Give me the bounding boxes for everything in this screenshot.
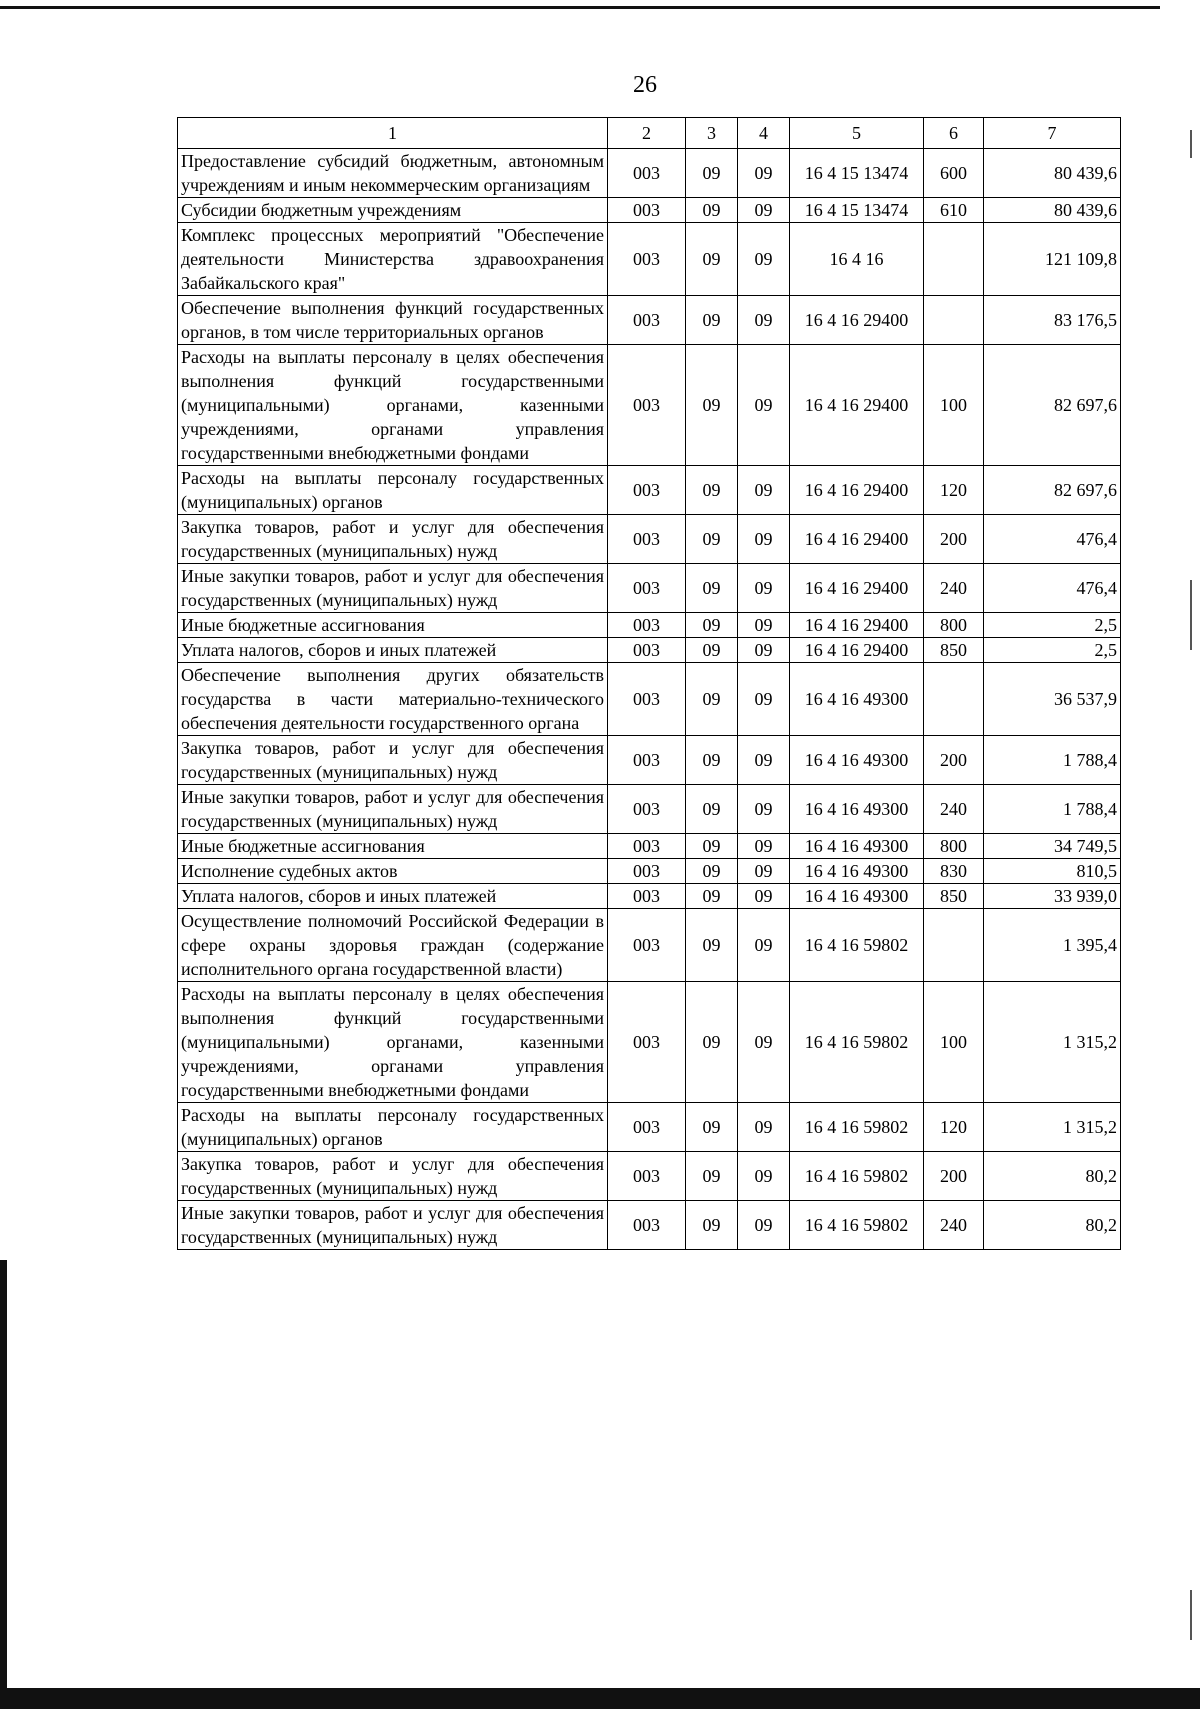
amount-cell: 80,2	[984, 1201, 1121, 1250]
code-2-cell: 003	[608, 785, 686, 834]
code-3-cell: 09	[686, 859, 738, 884]
amount-cell: 80 439,6	[984, 198, 1121, 223]
row-name-cell: Предоставление субсидий бюджетным, автономным учреждениям и иным некоммерческим организациям	[178, 149, 608, 198]
row-name-cell: Обеспечение выполнения других обязательств государства в части материально-технического обеспечения деятельности государственного органа	[178, 663, 608, 736]
code-6-cell	[924, 223, 984, 296]
code-3-cell: 09	[686, 1152, 738, 1201]
row-name-cell: Осуществление полномочий Российской Федерации в сфере охраны здоровья граждан (содержание исполнительного органа государственной власти)	[178, 909, 608, 982]
table-row	[178, 345, 1121, 466]
code-2-cell: 003	[608, 736, 686, 785]
code-4-cell: 09	[738, 834, 790, 859]
code-4-cell: 09	[738, 1152, 790, 1201]
code-6-cell	[924, 663, 984, 736]
row-name-cell: Иные бюджетные ассигнования	[178, 834, 608, 859]
code-6-cell: 830	[924, 859, 984, 884]
amount-cell: 82 697,6	[984, 345, 1121, 466]
code-5-cell: 16 4 16 29400	[790, 564, 924, 613]
row-name-cell: Субсидии бюджетным учреждениям	[178, 198, 608, 223]
amount-cell: 121 109,8	[984, 223, 1121, 296]
code-4-cell: 09	[738, 223, 790, 296]
code-5-cell: 16 4 16 49300	[790, 663, 924, 736]
code-5-cell: 16 4 16 29400	[790, 296, 924, 345]
amount-cell: 80,2	[984, 1152, 1121, 1201]
table-row	[178, 663, 1121, 736]
table-row	[178, 296, 1121, 345]
row-name-cell: Расходы на выплаты персоналу в целях обеспечения выполнения функций государственными (муниципальными) органами, казенными учреждениями, органами управления государственными внебюджетными фондами	[178, 982, 608, 1103]
column-header: 6	[924, 118, 984, 149]
code-6-cell: 800	[924, 834, 984, 859]
code-4-cell: 09	[738, 884, 790, 909]
code-3-cell: 09	[686, 663, 738, 736]
row-name-cell: Иные бюджетные ассигнования	[178, 613, 608, 638]
amount-cell: 80 439,6	[984, 149, 1121, 198]
table-row	[178, 859, 1121, 884]
column-header: 3	[686, 118, 738, 149]
code-6-cell	[924, 909, 984, 982]
code-4-cell: 09	[738, 149, 790, 198]
row-name-cell: Расходы на выплаты персоналу государственных (муниципальных) органов	[178, 466, 608, 515]
table-row	[178, 466, 1121, 515]
code-4-cell: 09	[738, 1103, 790, 1152]
code-3-cell: 09	[686, 909, 738, 982]
code-5-cell: 16 4 16 59802	[790, 1103, 924, 1152]
table-row	[178, 982, 1121, 1103]
code-5-cell: 16 4 16 49300	[790, 785, 924, 834]
scan-margin-mark	[1190, 130, 1192, 158]
row-name-cell: Закупка товаров, работ и услуг для обеспечения государственных (муниципальных) нужд	[178, 736, 608, 785]
scan-margin-mark	[1190, 1590, 1192, 1640]
code-2-cell: 003	[608, 663, 686, 736]
budget-table	[177, 117, 1121, 1250]
row-name-cell: Уплата налогов, сборов и иных платежей	[178, 884, 608, 909]
code-5-cell: 16 4 16 29400	[790, 638, 924, 663]
amount-cell: 1 788,4	[984, 736, 1121, 785]
column-header: 2	[608, 118, 686, 149]
row-name-cell: Закупка товаров, работ и услуг для обеспечения государственных (муниципальных) нужд	[178, 1152, 608, 1201]
amount-cell: 2,5	[984, 638, 1121, 663]
code-5-cell: 16 4 16 49300	[790, 884, 924, 909]
code-3-cell: 09	[686, 345, 738, 466]
code-4-cell: 09	[738, 466, 790, 515]
table-row	[178, 515, 1121, 564]
column-header: 5	[790, 118, 924, 149]
scan-bottom-border	[0, 1688, 1200, 1709]
table-row	[178, 884, 1121, 909]
code-3-cell: 09	[686, 884, 738, 909]
amount-cell: 2,5	[984, 613, 1121, 638]
amount-cell: 34 749,5	[984, 834, 1121, 859]
code-4-cell: 09	[738, 515, 790, 564]
code-2-cell: 003	[608, 198, 686, 223]
code-2-cell: 003	[608, 613, 686, 638]
code-6-cell: 240	[924, 564, 984, 613]
code-5-cell: 16 4 16 29400	[790, 515, 924, 564]
code-3-cell: 09	[686, 785, 738, 834]
code-2-cell: 003	[608, 296, 686, 345]
column-header: 1	[178, 118, 608, 149]
code-2-cell: 003	[608, 859, 686, 884]
code-6-cell: 850	[924, 638, 984, 663]
code-4-cell: 09	[738, 663, 790, 736]
row-name-cell: Исполнение судебных актов	[178, 859, 608, 884]
code-6-cell: 120	[924, 466, 984, 515]
row-name-cell: Обеспечение выполнения функций государственных органов, в том числе территориальных органов	[178, 296, 608, 345]
amount-cell: 36 537,9	[984, 663, 1121, 736]
code-5-cell: 16 4 16 59802	[790, 982, 924, 1103]
code-3-cell: 09	[686, 982, 738, 1103]
row-name-cell: Расходы на выплаты персоналу в целях обеспечения выполнения функций государственными (муниципальными) органами, казенными учреждениями, органами управления государственными внебюджетными фондами	[178, 345, 608, 466]
table-row	[178, 149, 1121, 198]
amount-cell: 476,4	[984, 564, 1121, 613]
code-5-cell: 16 4 15 13474	[790, 149, 924, 198]
table-row	[178, 834, 1121, 859]
code-6-cell: 100	[924, 345, 984, 466]
amount-cell: 1 315,2	[984, 982, 1121, 1103]
code-2-cell: 003	[608, 1201, 686, 1250]
page-number: 26	[633, 72, 657, 98]
table-row	[178, 1103, 1121, 1152]
code-6-cell: 200	[924, 1152, 984, 1201]
table-row	[178, 223, 1121, 296]
table-row	[178, 198, 1121, 223]
code-4-cell: 09	[738, 736, 790, 785]
code-5-cell: 16 4 16 29400	[790, 466, 924, 515]
code-3-cell: 09	[686, 834, 738, 859]
row-name-cell: Уплата налогов, сборов и иных платежей	[178, 638, 608, 663]
row-name-cell: Закупка товаров, работ и услуг для обеспечения государственных (муниципальных) нужд	[178, 515, 608, 564]
code-4-cell: 09	[738, 982, 790, 1103]
code-3-cell: 09	[686, 515, 738, 564]
code-2-cell: 003	[608, 638, 686, 663]
code-4-cell: 09	[738, 345, 790, 466]
code-6-cell: 600	[924, 149, 984, 198]
code-6-cell: 240	[924, 785, 984, 834]
code-4-cell: 09	[738, 613, 790, 638]
table-row	[178, 613, 1121, 638]
code-5-cell: 16 4 16 49300	[790, 736, 924, 785]
code-3-cell: 09	[686, 198, 738, 223]
row-name-cell: Расходы на выплаты персоналу государственных (муниципальных) органов	[178, 1103, 608, 1152]
code-6-cell: 120	[924, 1103, 984, 1152]
scan-margin-mark	[1190, 580, 1192, 650]
code-2-cell: 003	[608, 1152, 686, 1201]
code-3-cell: 09	[686, 466, 738, 515]
code-2-cell: 003	[608, 564, 686, 613]
code-5-cell: 16 4 15 13474	[790, 198, 924, 223]
amount-cell: 82 697,6	[984, 466, 1121, 515]
code-3-cell: 09	[686, 1201, 738, 1250]
code-6-cell: 240	[924, 1201, 984, 1250]
column-header: 7	[984, 118, 1121, 149]
amount-cell: 1 395,4	[984, 909, 1121, 982]
row-name-cell: Иные закупки товаров, работ и услуг для обеспечения государственных (муниципальных) нужд	[178, 1201, 608, 1250]
table-body	[178, 149, 1121, 1250]
code-6-cell: 200	[924, 515, 984, 564]
column-header: 4	[738, 118, 790, 149]
code-4-cell: 09	[738, 1201, 790, 1250]
amount-cell: 476,4	[984, 515, 1121, 564]
code-6-cell: 100	[924, 982, 984, 1103]
table-row	[178, 1201, 1121, 1250]
row-name-cell: Иные закупки товаров, работ и услуг для обеспечения государственных (муниципальных) нужд	[178, 785, 608, 834]
code-3-cell: 09	[686, 149, 738, 198]
code-5-cell: 16 4 16 59802	[790, 1152, 924, 1201]
code-3-cell: 09	[686, 1103, 738, 1152]
code-3-cell: 09	[686, 223, 738, 296]
code-2-cell: 003	[608, 223, 686, 296]
code-6-cell: 800	[924, 613, 984, 638]
code-4-cell: 09	[738, 198, 790, 223]
amount-cell: 1 315,2	[984, 1103, 1121, 1152]
code-5-cell: 16 4 16 29400	[790, 345, 924, 466]
amount-cell: 810,5	[984, 859, 1121, 884]
code-2-cell: 003	[608, 909, 686, 982]
table-row	[178, 909, 1121, 982]
code-2-cell: 003	[608, 1103, 686, 1152]
code-2-cell: 003	[608, 149, 686, 198]
table-row	[178, 736, 1121, 785]
table-header-row	[178, 118, 1121, 149]
code-4-cell: 09	[738, 638, 790, 663]
code-4-cell: 09	[738, 296, 790, 345]
table-row	[178, 638, 1121, 663]
row-name-cell: Комплекс процессных мероприятий "Обеспечение деятельности Министерства здравоохранения Забайкальского края"	[178, 223, 608, 296]
code-5-cell: 16 4 16 59802	[790, 909, 924, 982]
amount-cell: 83 176,5	[984, 296, 1121, 345]
code-4-cell: 09	[738, 785, 790, 834]
code-6-cell: 200	[924, 736, 984, 785]
code-6-cell: 610	[924, 198, 984, 223]
code-3-cell: 09	[686, 638, 738, 663]
scan-top-border	[0, 6, 1160, 9]
code-6-cell	[924, 296, 984, 345]
table-row	[178, 564, 1121, 613]
code-2-cell: 003	[608, 466, 686, 515]
code-3-cell: 09	[686, 296, 738, 345]
table-row	[178, 785, 1121, 834]
code-4-cell: 09	[738, 909, 790, 982]
code-2-cell: 003	[608, 834, 686, 859]
code-2-cell: 003	[608, 982, 686, 1103]
code-6-cell: 850	[924, 884, 984, 909]
amount-cell: 33 939,0	[984, 884, 1121, 909]
code-5-cell: 16 4 16	[790, 223, 924, 296]
code-2-cell: 003	[608, 884, 686, 909]
code-3-cell: 09	[686, 613, 738, 638]
amount-cell: 1 788,4	[984, 785, 1121, 834]
code-5-cell: 16 4 16 49300	[790, 834, 924, 859]
code-4-cell: 09	[738, 859, 790, 884]
code-3-cell: 09	[686, 736, 738, 785]
code-2-cell: 003	[608, 515, 686, 564]
row-name-cell: Иные закупки товаров, работ и услуг для обеспечения государственных (муниципальных) нужд	[178, 564, 608, 613]
code-2-cell: 003	[608, 345, 686, 466]
table-row	[178, 1152, 1121, 1201]
code-4-cell: 09	[738, 564, 790, 613]
code-5-cell: 16 4 16 49300	[790, 859, 924, 884]
scan-left-border	[0, 1260, 7, 1709]
code-5-cell: 16 4 16 59802	[790, 1201, 924, 1250]
code-5-cell: 16 4 16 29400	[790, 613, 924, 638]
code-3-cell: 09	[686, 564, 738, 613]
